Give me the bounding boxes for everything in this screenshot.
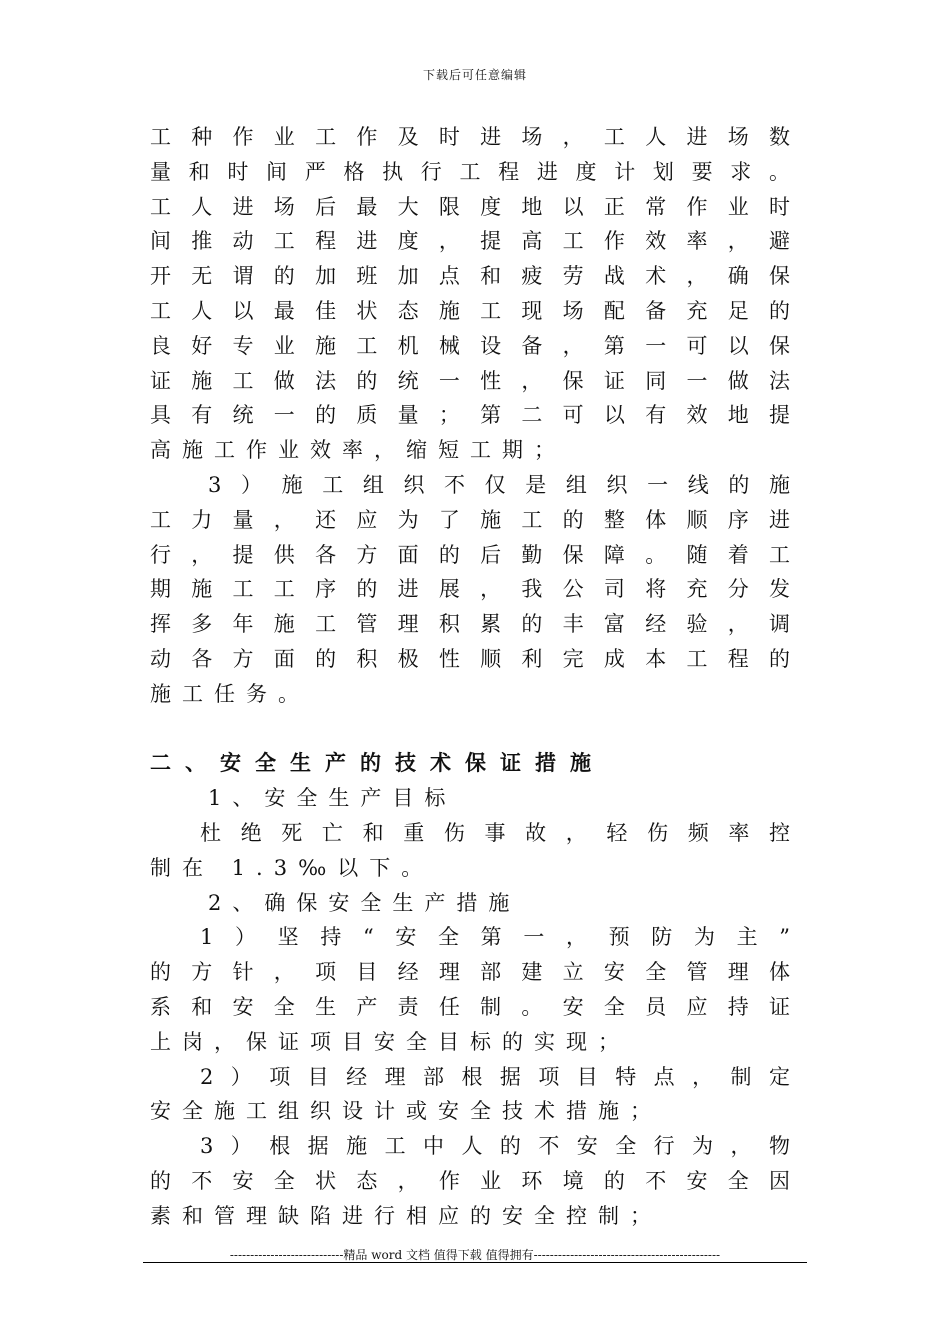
text-line: 3）根据施工中人的不安全行为，物 (200, 1134, 790, 1159)
text-line: 工人以最佳状态施工现场配备充足的 (150, 298, 790, 323)
page-footer: ----------------------------精品 word 文档 值得下载 值得拥有---------------------------------------------- (229, 1248, 721, 1262)
text-line: 2）项目经理部根据项目特点，制定 (200, 1064, 790, 1089)
blank-line (150, 712, 790, 747)
text-line: 1）坚持“安全第一，预防为主” (200, 925, 790, 950)
section-heading: 二、安全生产的技术保证措施 (150, 750, 605, 776)
text-line: 的方针，项目经理部建立安全管理体 (150, 960, 790, 985)
text-line: 开无谓的加班加点和疲劳战术，确保 (150, 264, 790, 289)
text-line: 间推动工程进度，提高工作效率，避 (150, 229, 790, 254)
text-line: 良好专业施工机械设备，第一可以保 (150, 333, 790, 358)
text-line: 3）施工组织不仅是组织一线的施 (208, 472, 790, 497)
text-line: 素和管理缺陷进行相应的安全控制； (150, 1203, 662, 1228)
text-line: 工力量，还应为了施工的整体顺序进 (150, 507, 790, 532)
text-line: 工种作业工作及时进场，工人进场数 (150, 125, 790, 149)
text-line: 安全施工组织设计或安全技术措施； (150, 1099, 662, 1124)
document-body (150, 120, 790, 1234)
text-line: 具有统一的质量；第二可以有效地提 (150, 403, 790, 428)
text-line: 行，提供各方面的后勤保障。随着工 (150, 542, 790, 567)
text-line: 证施工做法的统一性，保证同一做法 (150, 368, 790, 393)
text-line: 量和时间严格执行工程进度计划要求。 (150, 159, 790, 184)
footer-rule (143, 1262, 807, 1263)
text-line: 制在 1.3‰以下。 (150, 855, 434, 880)
text-line: 系和安全生产责任制。安全员应持证 (150, 994, 790, 1019)
text-line: 施工任务。 (150, 681, 310, 706)
text-line: 高施工作业效率，缩短工期； (150, 438, 566, 463)
text-line: 杜绝死亡和重伤事故，轻伤频率控 (200, 820, 790, 845)
text-line: 2、确保安全生产措施 (208, 890, 521, 915)
text-line: 动各方面的积极性顺利完成本工程的 (150, 646, 790, 671)
text-line: 上岗，保证项目安全目标的实现； (150, 1029, 630, 1054)
page-header: 下载后可任意编辑 (422, 68, 527, 82)
text-line: 工人进场后最大限度地以正常作业时 (150, 194, 790, 219)
text-line: 挥多年施工管理积累的丰富经验，调 (150, 612, 790, 637)
text-line: 1、安全生产目标 (208, 786, 457, 811)
text-line: 的不安全状态，作业环境的不安全因 (150, 1168, 790, 1193)
text-line: 期施工工序的进展，我公司将充分发 (150, 577, 790, 602)
